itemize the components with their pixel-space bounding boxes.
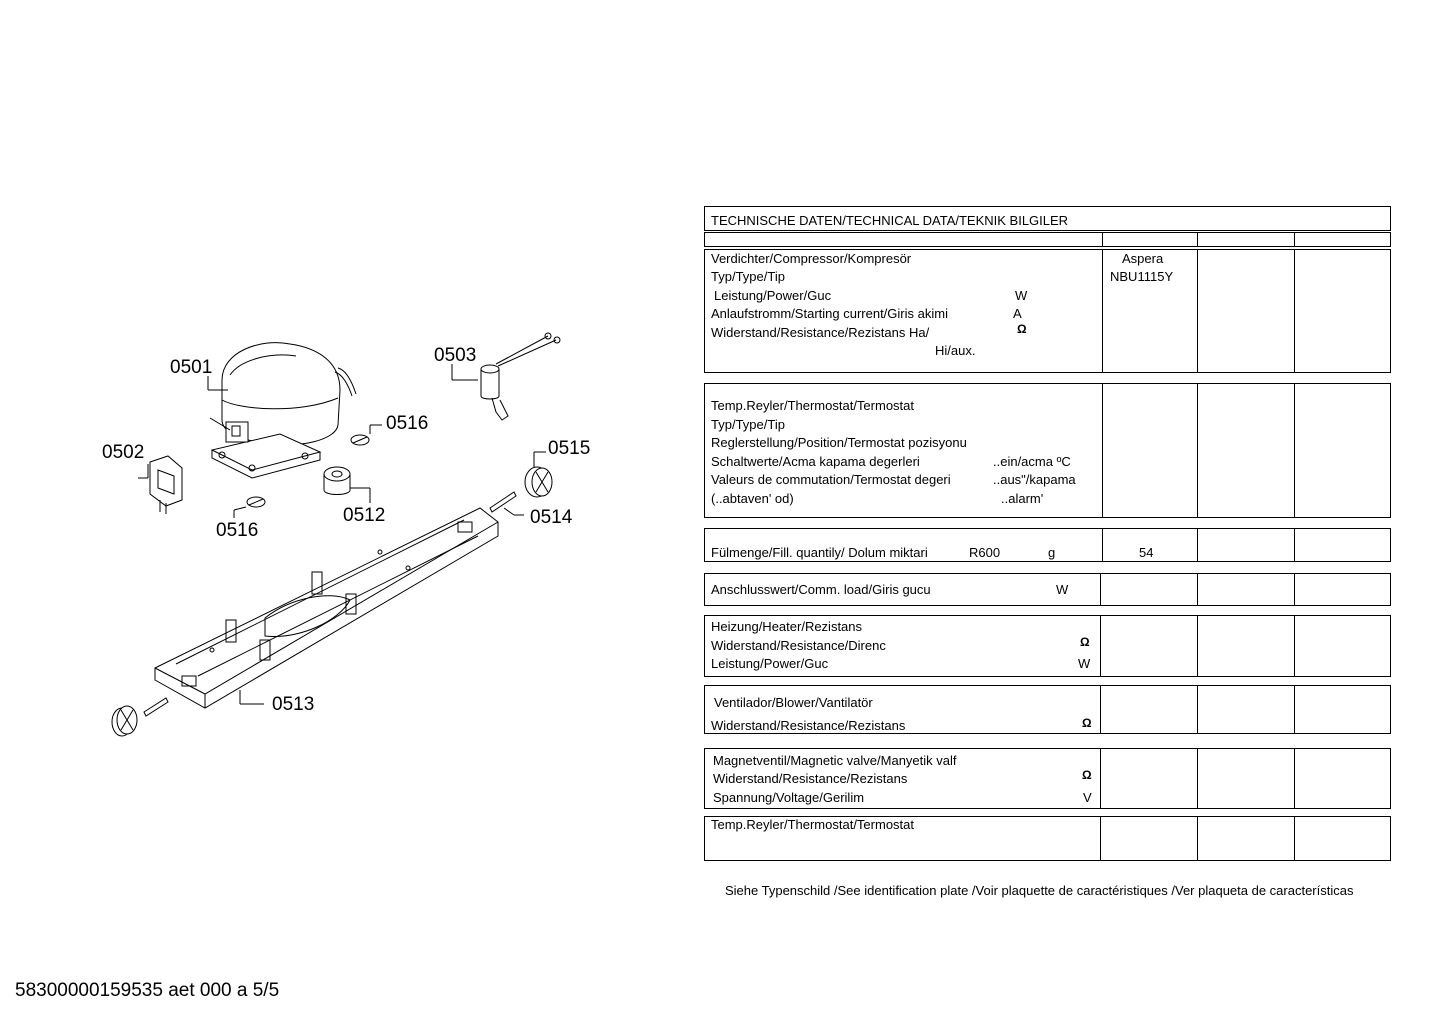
heater-resistance-label: Widerstand/Resistance/Direnc (711, 638, 886, 653)
part-label-0503: 0503 (434, 345, 477, 366)
connected-load-section (704, 573, 1391, 606)
grommet-drawing-upper (351, 425, 382, 445)
compressor-power-label: Leistung/Power/Guc (714, 288, 832, 303)
part-label-0516-lower: 0516 (216, 520, 259, 541)
compressor-resistance-unit: Ω (1017, 322, 1027, 336)
compressor-hi-aux: Hi/aux. (935, 343, 976, 358)
compressor-resistance-label: Widerstand/Resistance/Rezistans Ha/ (711, 325, 930, 340)
heater-resistance-unit: Ω (1080, 635, 1090, 649)
exploded-parts-diagram (0, 0, 700, 1019)
bushing-drawing (324, 467, 370, 503)
part-label-0513: 0513 (272, 694, 315, 715)
fill-quantity-section (704, 528, 1391, 562)
valve-title: Magnetventil/Magnetic valve/Manyetik valf (713, 753, 957, 768)
thermostat-switch-value: ..ein/acma ºC (993, 454, 1071, 469)
thermostat-commutation-value: ..aus"/kapama (993, 472, 1076, 487)
thermostat-section (704, 383, 1391, 518)
fill-quantity-label: Fülmenge/Fill. quantily/ Dolum miktari (711, 545, 928, 560)
grommet-drawing-lower (234, 497, 265, 518)
part-label-0515: 0515 (548, 438, 591, 459)
heater-power-unit: W (1078, 656, 1091, 671)
fill-value: 54 (1139, 545, 1154, 560)
heater-section (704, 615, 1391, 677)
relay-drawing (138, 456, 182, 514)
part-label-0512: 0512 (343, 505, 386, 526)
pin-drawing-lower (144, 698, 168, 716)
valve-resistance-label: Widerstand/Resistance/Rezistans (713, 771, 908, 786)
fill-unit: g (1048, 545, 1056, 560)
valve-voltage-label: Spannung/Voltage/Gerilim (713, 790, 865, 805)
blower-section (704, 685, 1391, 734)
thermostat-abtaven-value: ..alarm' (1001, 491, 1044, 506)
identification-plate-note: Siehe Typenschild /See identification plate /Voir plaquette de caractéristiques /Ver plaqueta de características (725, 883, 1354, 898)
heater-power-label: Leistung/Power/Guc (711, 656, 829, 671)
thermostat-commutation-label: Valeurs de commutation/Termostat degeri (711, 472, 951, 487)
thermostat-abtaven-label: (..abtaven' od) (711, 491, 794, 506)
pin-drawing (490, 492, 524, 515)
magnetic-valve-section (704, 748, 1391, 809)
thermostat-position-label: Reglerstellung/Position/Termostat pozisyonu (711, 435, 967, 450)
blower-resistance-label: Widerstand/Resistance/Rezistans (711, 718, 906, 733)
part-label-0516-upper: 0516 (386, 413, 429, 434)
thermostat-type-label: Typ/Type/Tip (711, 417, 785, 432)
heater-title: Heizung/Heater/Rezistans (711, 619, 863, 634)
compressor-power-unit: W (1015, 288, 1028, 303)
blower-resistance-unit: Ω (1082, 716, 1092, 730)
compressor-brand-value: Aspera (1122, 251, 1164, 266)
thermostat2-title: Temp.Reyler/Thermostat/Termostat (711, 817, 915, 832)
thermostat-section-2 (704, 816, 1391, 861)
compressor-title: Verdichter/Compressor/Kompresör (711, 251, 912, 266)
valve-resistance-unit: Ω (1082, 768, 1092, 782)
compressor-model-value: NBU1115Y (1110, 269, 1174, 284)
part-label-0501: 0501 (170, 357, 213, 378)
compressor-drawing (208, 343, 356, 478)
document-footer-id: 58300000159535 aet 000 a 5/5 (15, 980, 280, 1001)
table-header-title: TECHNISCHE DATEN/TECHNICAL DATA/TEKNIK BILGILER (711, 213, 1069, 228)
valve-voltage-unit: V (1083, 790, 1092, 805)
table-header (704, 206, 1391, 231)
connected-load-label: Anschlusswert/Comm. load/Giris gucu (711, 582, 931, 597)
connected-load-unit: W (1056, 582, 1069, 597)
column-header-row (704, 232, 1391, 247)
base-rail-drawing (155, 508, 498, 708)
fill-refrigerant: R600 (969, 545, 1001, 560)
compressor-current-label: Anlaufstromm/Starting current/Giris akimi (711, 306, 948, 321)
thermostat-switch-label: Schaltwerte/Acma kapama degerleri (711, 454, 920, 469)
compressor-section (704, 249, 1391, 373)
thermostat-title: Temp.Reyler/Thermostat/Termostat (711, 398, 915, 413)
compressor-current-unit: A (1013, 306, 1022, 321)
part-label-0514: 0514 (530, 507, 573, 528)
blower-title: Ventilador/Blower/Vantilatör (714, 695, 873, 710)
part-label-0502: 0502 (102, 442, 145, 463)
compressor-type-label: Typ/Type/Tip (711, 269, 785, 284)
foot-drawing-left (112, 706, 137, 736)
